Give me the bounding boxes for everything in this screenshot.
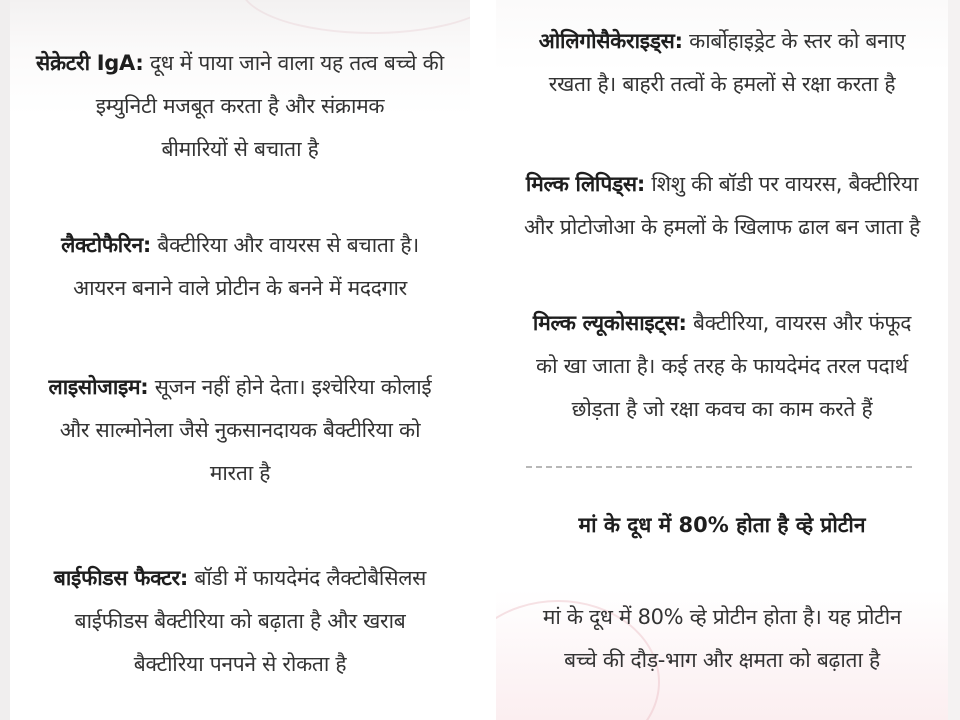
page-gutter [470,0,496,720]
decorative-swirl [240,0,470,34]
item-line: मिल्क लिपिड्स: शिशु की बॉडी पर वायरस, बैक्टीरिया [525,172,919,196]
right-page-edge [948,0,960,720]
section-body [496,596,948,682]
item-term: लैक्टोफैरिन [61,233,143,257]
item-line: ओलिगोसैकेराइड्स: कार्बोहाइड्रेट के स्तर को बनाए [538,29,906,53]
item-line: बाईफीडस बैक्टीरिया को बढ़ाता है और खराब [74,609,406,633]
item-line: आयरन बनाने वाले प्रोटीन के बनने में मददगार [73,276,407,300]
nutrient-item [496,302,948,431]
item-line: रखता है। बाहरी तत्वों के हमलों से रक्षा करता है [548,72,896,96]
item-term: मिल्क ल्यूकोसाइट्स [532,311,679,335]
nutrient-item [10,557,470,686]
nutrient-item [496,20,948,106]
item-line: मिल्क ल्यूकोसाइट्स: बैक्टीरिया, वायरस और फंफूद [532,311,912,335]
item-line: छोड़ता है जो रक्षा कवच का काम करते हैं [571,397,873,421]
item-line: बीमारियों से बचाता है [161,137,319,161]
item-line: बाईफीडस फैक्टर: बॉडी में फायदेमंद लैक्टोबैसिलस [53,566,427,590]
section-heading: मां के दूध में 80% होता है व्हे प्रोटीन [578,513,866,537]
item-term: सेक्रेटरी IgA [36,51,136,75]
nutrient-item [496,163,948,249]
item-line: बच्चे की दौड़-भाग और क्षमता को बढ़ाता है [564,648,880,672]
item-term: लाइसोजाइम [48,375,141,399]
item-line: सेक्रेटरी IgA: दूध में पाया जाने वाला यह तत्व बच्चे की [36,51,444,75]
item-term: बाईफीडस फैक्टर [53,566,180,590]
item-line: लाइसोजाइम: सूजन नहीं होने देता। इश्चेरिया कोलाई [48,375,432,399]
item-line: को खा जाता है। कई तरह के फायदेमंद तरल पदार्थ [536,354,908,378]
right-panel [496,0,948,720]
left-panel [10,0,470,720]
item-line: इम्युनिटी मजबूत करता है और संक्रामक [95,94,385,118]
item-line: और प्रोटोजोआ के हमलों के खिलाफ ढाल बन जाता है [524,215,920,239]
nutrient-item [10,366,470,495]
item-line: मारता है [209,461,271,485]
dashed-divider [526,466,912,468]
nutrient-item [10,224,470,310]
item-line: और साल्मोनेला जैसे नुकसानदायक बैक्टीरिया को [59,418,421,442]
nutrient-item [10,42,470,171]
item-line: मां के दूध में 80% व्हे प्रोटीन होता है। यह प्रोटीन [542,605,902,629]
item-line: लैक्टोफैरिन: बैक्टीरिया और वायरस से बचाता है। [61,233,419,257]
left-page-edge [0,0,10,720]
item-term: ओलिगोसैकेराइड्स [538,29,675,53]
item-term: मिल्क लिपिड्स [525,172,637,196]
item-line: बैक्टीरिया पनपने से रोकता है [133,652,347,676]
